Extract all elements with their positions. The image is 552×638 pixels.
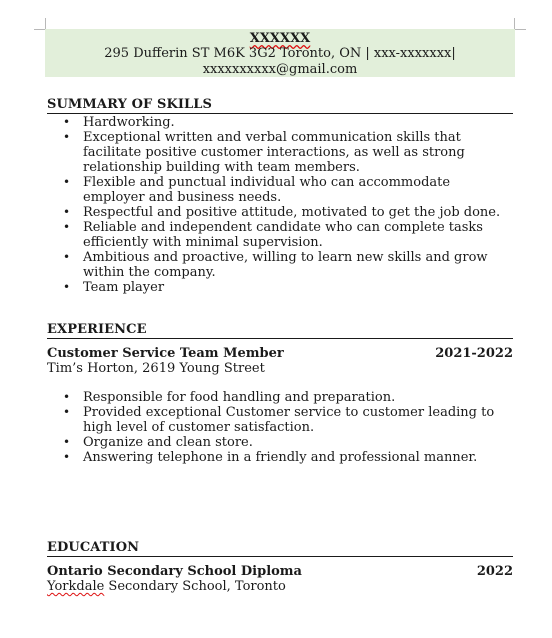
school-name <box>47 579 286 594</box>
school-name-rest: Secondary School, Toronto <box>104 579 286 594</box>
page-corner-mark-right-h <box>514 29 526 30</box>
skill-item: • Hardworking. <box>47 115 513 130</box>
job-dates: 2021-2022 <box>435 346 513 361</box>
email-text: xxxxxxxxxx@gmail.com <box>202 62 358 77</box>
job-employer: Tim’s Horton, 2619 Young Street <box>47 361 265 376</box>
job-title: Customer Service Team Member <box>47 346 284 361</box>
skill-item: • Flexible and punctual individual who can accommodate employer and business needs. <box>47 175 513 205</box>
duty-item: • Provided exceptional Customer service to customer leading to high level of customer satisfaction. <box>47 405 513 435</box>
duty-item: • Answering telephone in a friendly and professional manner. <box>47 450 513 465</box>
skill-item: • Reliable and independent candidate who can complete tasks efficiently with minimal supervision. <box>47 220 513 250</box>
diploma-title: Ontario Secondary School Diploma <box>47 564 302 579</box>
skill-item: • Ambitious and proactive, willing to learn new skills and grow within the company. <box>47 250 513 280</box>
duty-item: • Responsible for food handling and preparation. <box>47 390 513 405</box>
experience-duties-list <box>47 390 513 465</box>
contact-header <box>45 29 515 77</box>
skill-item: • Team player <box>47 280 513 295</box>
section-title-skills: SUMMARY OF SKILLS <box>47 97 213 112</box>
skill-item: • Respectful and positive attitude, motivated to get the job done. <box>47 205 513 220</box>
address-text: 295 Dufferin ST M6K 3G2 Toronto, ON | xxx-xxxxxxx| <box>104 46 456 61</box>
section-rule-education <box>47 556 513 557</box>
section-title-education: EDUCATION <box>47 540 140 555</box>
applicant-name: XXXXXX <box>249 31 311 46</box>
skills-list <box>47 115 513 295</box>
section-rule-skills <box>47 113 513 114</box>
section-rule-experience <box>47 338 513 339</box>
contact-address <box>45 46 515 61</box>
duty-item: • Organize and clean store. <box>47 435 513 450</box>
contact-email <box>45 62 515 77</box>
diploma-year: 2022 <box>476 564 513 579</box>
section-title-experience: EXPERIENCE <box>47 322 147 337</box>
school-name-misspelled: Yorkdale <box>47 579 105 594</box>
skill-item: • Exceptional written and verbal communication skills that facilitate positive customer interactions, as well as strong relationship building with team members. <box>47 130 513 175</box>
